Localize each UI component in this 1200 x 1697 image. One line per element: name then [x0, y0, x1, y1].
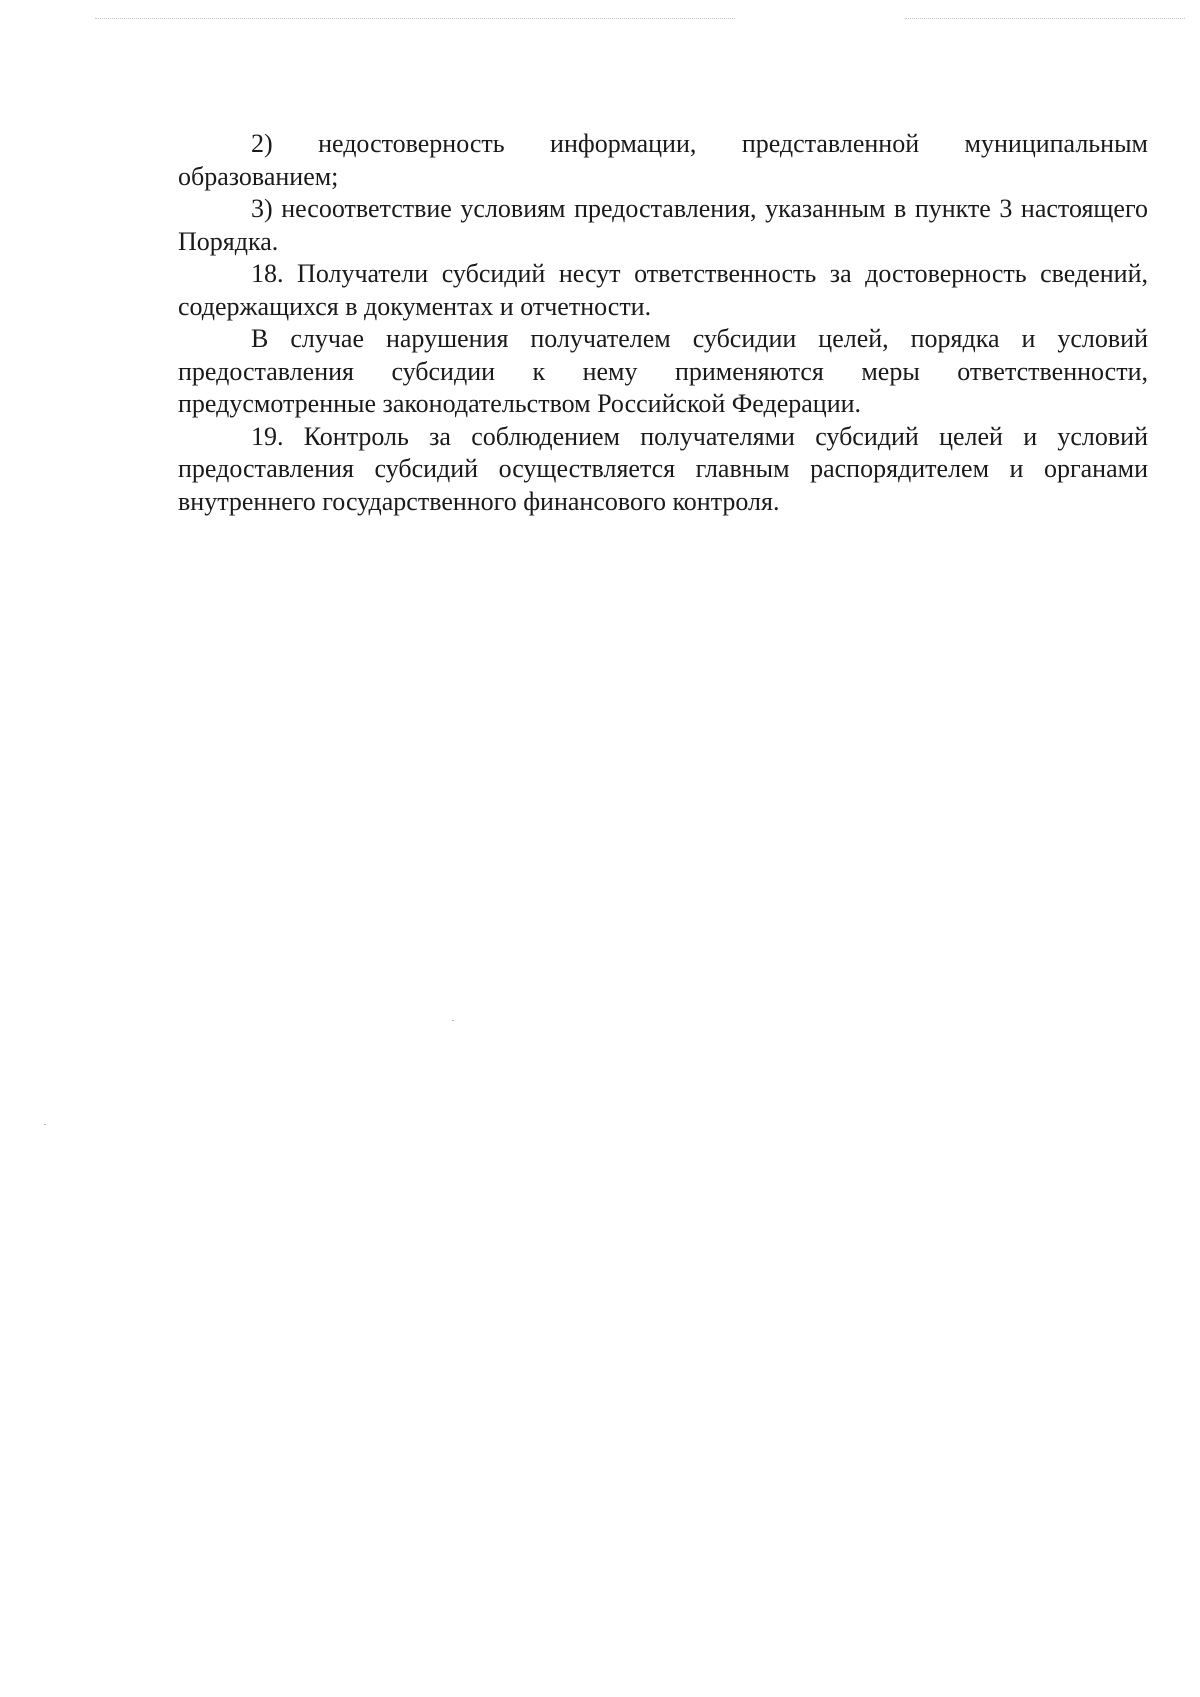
scan-edge-artifact	[905, 18, 1185, 19]
document-body	[178, 128, 1148, 518]
paragraph-item-3: 3) несоответствие условиям предоставления, указанным в пункте 3 настоящего Порядка.	[178, 194, 1148, 256]
paragraph-19: 19. Контроль за соблюдением получателями субсидий целей и условий предоставления субсидий осуществляется главным распорядителем и органами внутреннего государственного финансового контроля.	[178, 421, 1148, 516]
paragraph-violation: В случае нарушения получателем субсидии целей, порядка и условий предоставления субсидии к нему применяются меры ответственности, предусмотренные законодательством Российской Федерации.	[178, 324, 1148, 418]
paragraph-item-2: 2) недостоверность информации, представленной муниципальным образованием;	[178, 129, 1148, 191]
scan-speck	[452, 1020, 454, 1021]
scan-edge-artifact	[95, 18, 735, 19]
paragraph-18: 18. Получатели субсидий несут ответственность за достоверность сведений, содержащихся в документах и отчетности.	[178, 259, 1148, 321]
scan-speck	[44, 1124, 46, 1125]
